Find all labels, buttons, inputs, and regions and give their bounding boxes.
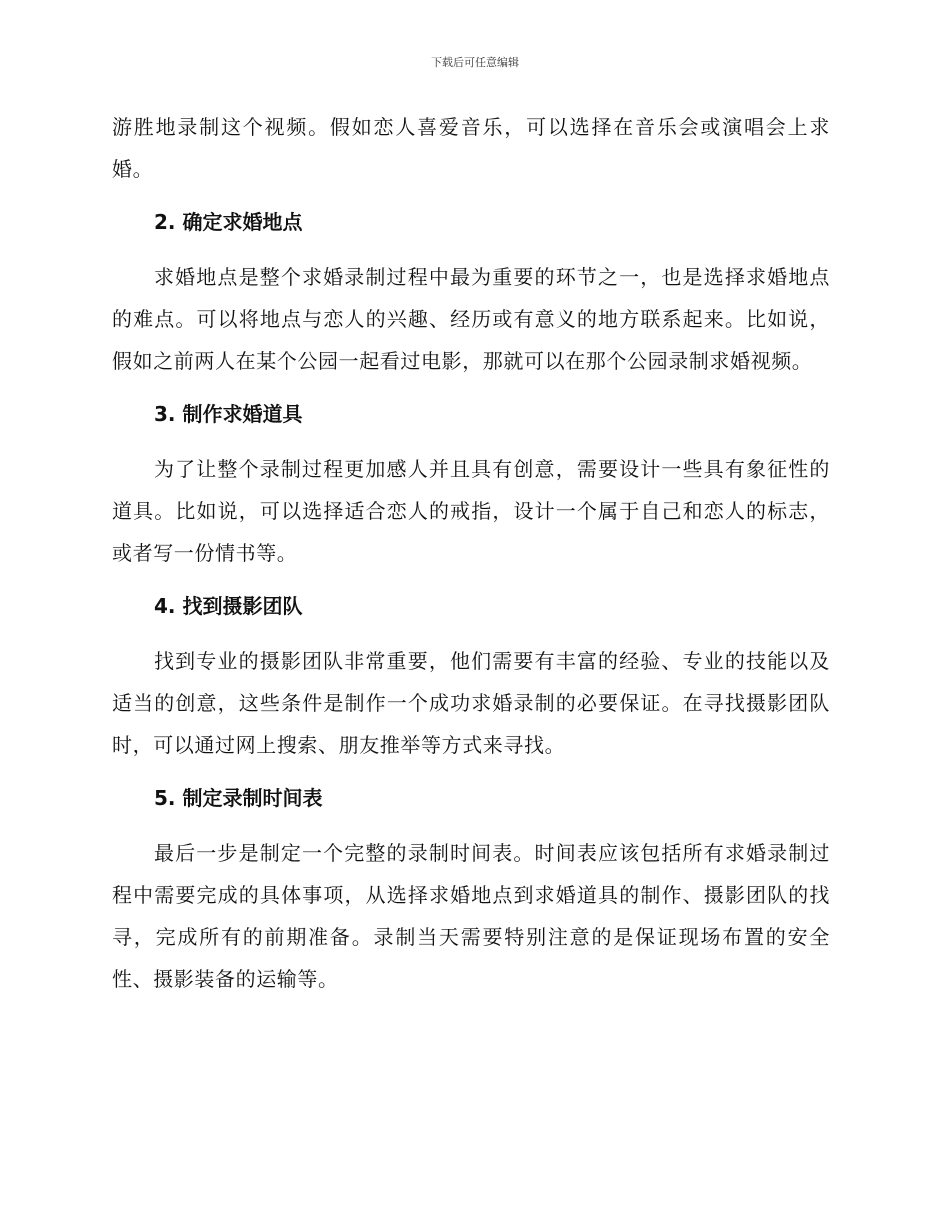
paragraph-recording-schedule: 最后一步是制定一个完整的录制时间表。时间表应该包括所有求婚录制过程中需要完成的具体事项，从选择求婚地点到求婚道具的制作、摄影团队的找寻，完成所有的前期准备。录制当天需要特别注意的是保证现场布置的安全性、摄影装备的运输等。 — [112, 841, 830, 991]
section-heading-5: 5. 制定录制时间表 — [154, 786, 323, 810]
paragraph-photography-team: 找到专业的摄影团队非常重要，他们需要有丰富的经验、专业的技能以及适当的创意，这些条件是制作一个成功求婚录制的必要保证。在寻找摄影团队时，可以通过网上搜索、朋友推举等方式来寻找。 — [112, 649, 830, 757]
paragraph-proposal-props: 为了让整个录制过程更加感人并且具有创意，需要设计一些具有象征性的道具。比如说，可以选择适合恋人的戒指，设计一个属于自己和恋人的标志，或者写一份情书等。 — [112, 457, 830, 565]
page-header: 下载后可任意编辑 — [431, 56, 519, 69]
paragraph-proposal-location: 求婚地点是整个求婚录制过程中最为重要的环节之一，也是选择求婚地点的难点。可以将地点与恋人的兴趣、经历或有意义的地方联系起来。比如说，假如之前两人在某个公园一起看过电影，那就可以在那个公园录制求婚视频。 — [112, 265, 830, 373]
paragraph-intro-continuation: 游胜地录制这个视频。假如恋人喜爱音乐，可以选择在音乐会或演唱会上求婚。 — [112, 115, 830, 181]
section-heading-2: 2. 确定求婚地点 — [154, 210, 303, 234]
document-body — [112, 106, 830, 1012]
section-heading-3: 3. 制作求婚道具 — [154, 402, 303, 426]
section-heading-4: 4. 找到摄影团队 — [154, 594, 303, 618]
